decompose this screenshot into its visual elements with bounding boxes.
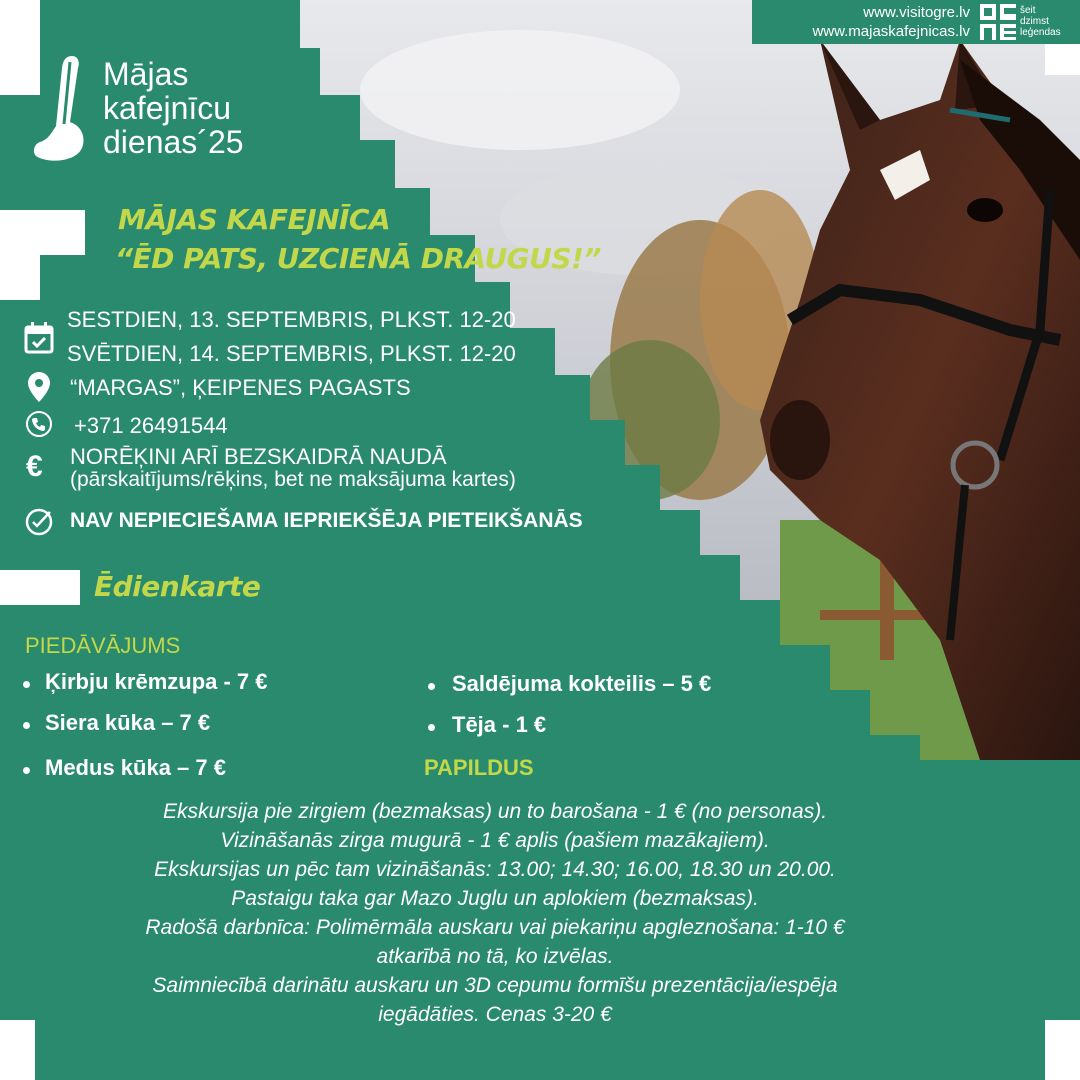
extras-line: Pastaigu taka gar Mazo Juglu un aplokiem (bezmaksas). xyxy=(231,887,759,910)
list-bullet xyxy=(428,683,435,690)
location-pin-icon xyxy=(28,372,50,402)
menu-item: Tēja - 1 € xyxy=(452,712,547,737)
ladle-icon xyxy=(30,52,86,167)
date-sunday: SVĒTDIEN, 14. SEPTEMBRIS, PLKST. 12-20 xyxy=(67,341,516,366)
link-visitogre[interactable]: www.visitogre.lv xyxy=(863,4,970,21)
calendar-icon xyxy=(24,322,54,354)
payment-note: (pārskaitījums/rēķins, bet ne maksājuma kartes) xyxy=(70,468,516,491)
menu-item: Saldējuma kokteilis – 5 € xyxy=(452,671,712,696)
extras-text xyxy=(30,797,960,1029)
extras-line: Radošā darbnīca: Polimērmāla auskaru vai piekariņu apgleznošana: 1-10 € xyxy=(145,916,845,939)
brand-line-2: kafejnīcu xyxy=(103,90,232,126)
headline-line-2: “ĒD PATS, UZCIENĀ DRAUGUS!” xyxy=(115,242,601,275)
registration-text: NAV NEPIECIEŠAMA IEPRIEKŠĒJA PIETEIKŠANĀS xyxy=(70,509,583,532)
brand-line-3: dienas´25 xyxy=(103,124,244,160)
date-saturday: SESTDIEN, 13. SEPTEMBRIS, PLKST. 12-20 xyxy=(67,307,516,332)
menu-title: Ēdienkarte xyxy=(94,570,261,603)
extras-line: Saimniecībā darinātu auskaru un 3D cepumu formīšu prezentācija/iespēja xyxy=(152,974,838,997)
extras-line: Vizināšanās zirga mugurā - 1 € aplis (pašiem mazākajiem). xyxy=(220,829,770,852)
euro-icon: € xyxy=(26,450,43,483)
menu-item: Ķirbju krēmzupa - 7 € xyxy=(45,669,268,694)
link-majaskafejnicas[interactable]: www.majaskafejnicas.lv xyxy=(812,23,970,40)
check-circle-icon xyxy=(24,507,54,537)
headline-line-1: MĀJAS KAFEJNĪCA xyxy=(118,203,391,236)
location-text: “MARGAS”, ĶEIPENES PAGASTS xyxy=(70,375,411,400)
extras-line: Ekskursija pie zirgiem (bezmaksas) un to barošana - 1 € (no personas). xyxy=(162,800,828,823)
list-bullet xyxy=(23,767,30,774)
offers-heading: PIEDĀVĀJUMS xyxy=(25,633,181,658)
phone-icon xyxy=(25,410,53,438)
list-bullet xyxy=(428,724,435,731)
list-bullet xyxy=(23,722,30,729)
ogre-tagline: šeit dzimst leģendas xyxy=(1020,5,1061,38)
extras-heading: PAPILDUS xyxy=(424,755,534,780)
payment-text: NORĒĶINI ARĪ BEZSKAIDRĀ NAUDĀ xyxy=(70,444,447,469)
menu-item: Medus kūka – 7 € xyxy=(45,755,226,780)
list-bullet xyxy=(23,681,30,688)
brand-line-1: Mājas xyxy=(103,56,189,92)
extras-line: atkarībā no tā, ko izvēlas. xyxy=(376,945,614,968)
ogre-logo xyxy=(980,4,1016,40)
phone-number[interactable]: +371 26491544 xyxy=(74,413,228,438)
menu-item: Siera kūka – 7 € xyxy=(45,710,211,735)
extras-line: Ekskursijas un pēc tam vizināšanās: 13.00; 14.30; 16.00, 18.30 un 20.00. xyxy=(154,858,836,881)
website-links xyxy=(812,3,970,41)
extras-line: iegādāties. Cenas 3-20 € xyxy=(378,1003,612,1026)
